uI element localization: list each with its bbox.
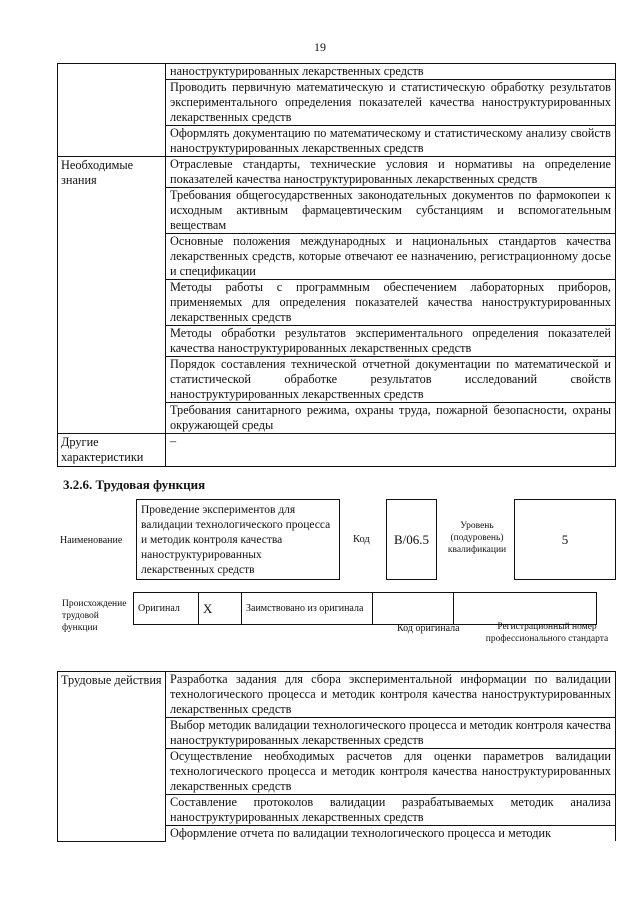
table-cell: Требования общегосударственных законодательных документов по фармокопеи к исходным активным фармацевтическим субстанциям и вспомогательным веществам <box>166 188 616 234</box>
table-cell: Оформлять документацию по математическому и статистическому анализу свойств наноструктурированных лекарственных средств <box>166 126 616 157</box>
function-name-box: Проведение экспериментов для валидации технологического процесса и методик контроля качества наноструктурированных лекарственных средств <box>136 499 340 580</box>
level-box: 5 <box>514 499 616 580</box>
original-label: Оригинал <box>134 593 199 625</box>
borrowed-label: Заимствовано из оригинала <box>242 593 373 625</box>
row-label-other: Другие характеристики <box>58 434 166 467</box>
code-original-label: Код оригинала <box>397 623 460 634</box>
original-mark: X <box>199 593 242 625</box>
labor-actions-table <box>57 671 616 842</box>
table-row <box>58 434 616 467</box>
page-number: 19 <box>314 40 326 54</box>
table-cell: – <box>166 434 616 467</box>
table-cell: Основные положения международных и национальных стандартов качества лекарственных средств, которые отвечают ее назначению, регистрационному досье и спецификации <box>166 234 616 280</box>
table-cell: Требования санитарного режима, охраны труда, пожарной безопасности, охраны окружающей среды <box>166 403 616 434</box>
table-cell: Порядок составления технической отчетной документации по математической и статистической обработке результатов исследований свойств наноструктурированных лекарственных средств <box>166 357 616 403</box>
level-label: Уровень (подуровень) квалификации <box>447 521 507 555</box>
table-cell: Проводить первичную математическую и статистическую обработку результатов экспериментального определения показателей качества наноструктурированных лекарственных средств <box>166 80 616 126</box>
table-cell: Оформление отчета по валидации технологического процесса и методик <box>166 826 616 842</box>
reg-number-cell <box>454 593 597 625</box>
table-cell: Методы обработки результатов экспериментального определения показателей качества наноструктурированных лекарственных средств <box>166 326 616 357</box>
table-cell: Составление протоколов валидации разрабатываемых методик анализа наноструктурированных лекарственных средств <box>166 795 616 826</box>
origin-label: Происхождение трудовой функции <box>62 599 127 633</box>
table-row <box>58 64 616 80</box>
row-label-actions: Трудовые действия <box>58 672 166 842</box>
table-cell: Осуществление необходимых расчетов для оценки параметров валидации технологического процесса и методик контроля качества наноструктурированных лекарственных средств <box>166 749 616 795</box>
code-label: Код <box>353 534 370 545</box>
skills-knowledge-table <box>57 63 616 467</box>
name-label: Наименование <box>60 535 123 546</box>
row-label <box>58 64 166 157</box>
table-cell: наноструктурированных лекарственных средств <box>166 64 616 80</box>
section-title: 3.2.6. Трудовая функция <box>63 477 206 492</box>
reg-number-label: Регистрационный номер профессионального стандарта <box>485 622 609 644</box>
table-cell: Отраслевые стандарты, технические условия и нормативы на определение показателей качества наноструктурированных лекарственных средств <box>166 157 616 188</box>
table-row <box>58 672 616 718</box>
table-cell: Методы работы с программным обеспечением лабораторных приборов, применяемых для определения показателей качества наноструктурированных лекарственных средств <box>166 280 616 326</box>
function-code-box: B/06.5 <box>386 499 437 580</box>
table-row <box>58 157 616 188</box>
row-label-knowledge: Необходимые знания <box>58 157 166 434</box>
code-original-cell <box>373 593 454 625</box>
table-cell: Разработка задания для сбора экспериментальной информации по валидации технологического процесса и методик контроля качества наноструктурированных лекарственных средств <box>166 672 616 718</box>
table-cell: Выбор методик валидации технологического процесса и методик контроля качества наноструктурированных лекарственных средств <box>166 718 616 749</box>
